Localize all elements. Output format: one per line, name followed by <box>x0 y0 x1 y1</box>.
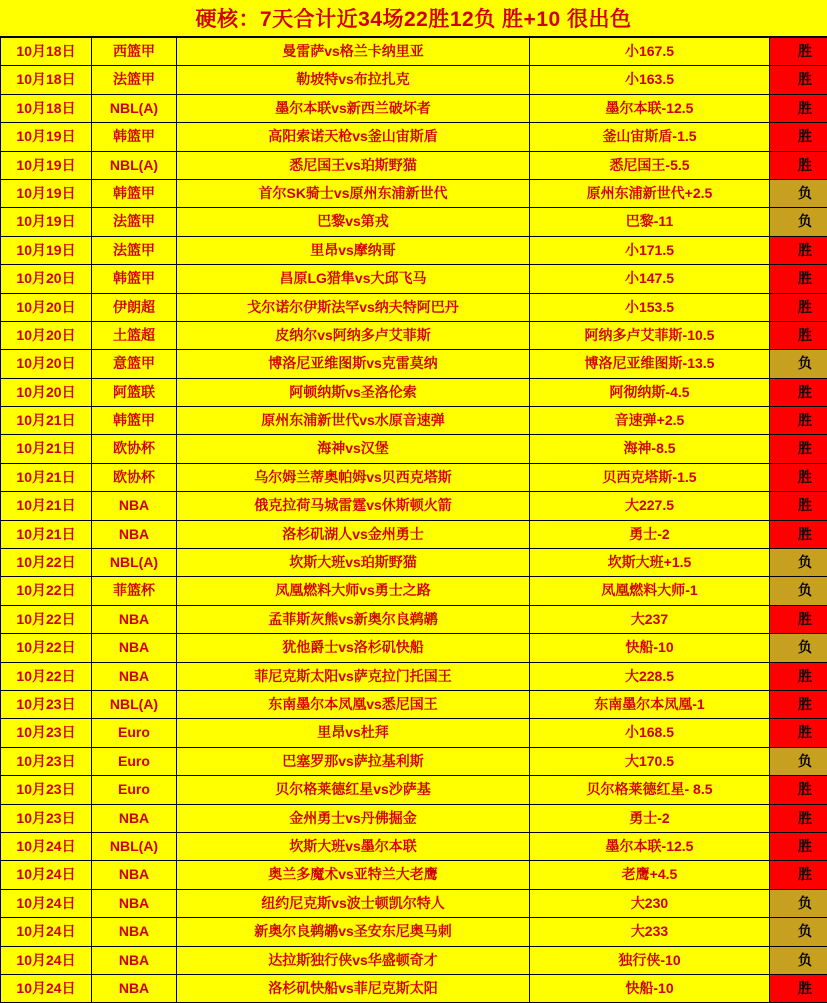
cell-pick: 贝西克塔斯-1.5 <box>530 463 770 491</box>
cell-date: 10月19日 <box>1 151 92 179</box>
cell-date: 10月24日 <box>1 974 92 1002</box>
cell-league: NBA <box>92 889 177 917</box>
cell-league: NBA <box>92 974 177 1002</box>
cell-league: NBA <box>92 634 177 662</box>
cell-pick: 墨尔本联-12.5 <box>530 94 770 122</box>
table-row <box>1 435 827 463</box>
cell-pick: 原州东浦新世代+2.5 <box>530 179 770 207</box>
cell-match: 达拉斯独行侠vs华盛顿奇才 <box>177 946 530 974</box>
cell-pick: 勇士-2 <box>530 804 770 832</box>
table-row <box>1 719 827 747</box>
status-badge: 胜 <box>770 832 827 860</box>
cell-match: 东南墨尔本凤凰vs悉尼国王 <box>177 690 530 718</box>
cell-match: 洛杉矶快船vs菲尼克斯太阳 <box>177 974 530 1002</box>
sheet-title-row <box>0 0 827 37</box>
cell-date: 10月22日 <box>1 662 92 690</box>
cell-pick: 大237 <box>530 605 770 633</box>
status-badge: 负 <box>770 549 827 577</box>
predictions-table <box>0 37 827 1003</box>
cell-date: 10月18日 <box>1 38 92 66</box>
cell-pick: 小167.5 <box>530 38 770 66</box>
cell-match: 贝尔格莱德红星vs沙萨基 <box>177 776 530 804</box>
cell-pick: 大233 <box>530 918 770 946</box>
cell-league: Euro <box>92 776 177 804</box>
status-badge: 负 <box>770 634 827 662</box>
status-badge: 胜 <box>770 123 827 151</box>
cell-league: 阿篮联 <box>92 378 177 406</box>
status-badge: 胜 <box>770 38 827 66</box>
cell-league: 韩篮甲 <box>92 265 177 293</box>
table-row <box>1 520 827 548</box>
cell-pick: 小168.5 <box>530 719 770 747</box>
cell-league: 韩篮甲 <box>92 179 177 207</box>
table-row <box>1 321 827 349</box>
status-badge: 胜 <box>770 66 827 94</box>
cell-match: 菲尼克斯太阳vs萨克拉门托国王 <box>177 662 530 690</box>
cell-league: 土篮超 <box>92 321 177 349</box>
cell-match: 里昂vs摩纳哥 <box>177 236 530 264</box>
cell-league: 伊朗超 <box>92 293 177 321</box>
table-row <box>1 350 827 378</box>
status-badge: 负 <box>770 208 827 236</box>
cell-match: 凤凰燃料大师vs勇士之路 <box>177 577 530 605</box>
table-row <box>1 38 827 66</box>
table-row <box>1 662 827 690</box>
cell-pick: 东南墨尔本凤凰-1 <box>530 690 770 718</box>
table-row <box>1 236 827 264</box>
cell-date: 10月21日 <box>1 492 92 520</box>
cell-pick: 墨尔本联-12.5 <box>530 832 770 860</box>
cell-date: 10月23日 <box>1 690 92 718</box>
cell-match: 曼雷萨vs格兰卡纳里亚 <box>177 38 530 66</box>
cell-match: 首尔SK骑士vs原州东浦新世代 <box>177 179 530 207</box>
cell-pick: 坎斯大班+1.5 <box>530 549 770 577</box>
cell-date: 10月20日 <box>1 293 92 321</box>
status-badge: 胜 <box>770 151 827 179</box>
table-row <box>1 407 827 435</box>
cell-match: 皮纳尔vs阿纳多卢艾菲斯 <box>177 321 530 349</box>
cell-match: 勒坡特vs布拉扎克 <box>177 66 530 94</box>
status-badge: 胜 <box>770 407 827 435</box>
status-badge: 胜 <box>770 861 827 889</box>
cell-league: NBL(A) <box>92 832 177 860</box>
table-row <box>1 492 827 520</box>
cell-date: 10月19日 <box>1 236 92 264</box>
cell-pick: 大170.5 <box>530 747 770 775</box>
cell-match: 犹他爵士vs洛杉矶快船 <box>177 634 530 662</box>
cell-match: 金州勇士vs丹佛掘金 <box>177 804 530 832</box>
cell-match: 乌尔姆兰蒂奥帕姆vs贝西克塔斯 <box>177 463 530 491</box>
table-row <box>1 946 827 974</box>
cell-date: 10月21日 <box>1 435 92 463</box>
cell-league: NBA <box>92 918 177 946</box>
cell-pick: 小147.5 <box>530 265 770 293</box>
cell-match: 海神vs汉堡 <box>177 435 530 463</box>
cell-date: 10月23日 <box>1 747 92 775</box>
cell-date: 10月18日 <box>1 66 92 94</box>
cell-pick: 釜山宙斯盾-1.5 <box>530 123 770 151</box>
cell-date: 10月19日 <box>1 208 92 236</box>
cell-pick: 小153.5 <box>530 293 770 321</box>
table-row <box>1 776 827 804</box>
status-badge: 胜 <box>770 804 827 832</box>
cell-league: NBA <box>92 520 177 548</box>
cell-pick: 海神-8.5 <box>530 435 770 463</box>
cell-pick: 巴黎-11 <box>530 208 770 236</box>
cell-date: 10月22日 <box>1 577 92 605</box>
cell-date: 10月24日 <box>1 861 92 889</box>
cell-league: 意篮甲 <box>92 350 177 378</box>
cell-pick: 凤凰燃料大师-1 <box>530 577 770 605</box>
cell-date: 10月20日 <box>1 378 92 406</box>
cell-date: 10月21日 <box>1 520 92 548</box>
cell-match: 里昂vs杜拜 <box>177 719 530 747</box>
table-row <box>1 549 827 577</box>
cell-pick: 悉尼国王-5.5 <box>530 151 770 179</box>
table-row <box>1 804 827 832</box>
cell-date: 10月20日 <box>1 265 92 293</box>
table-row <box>1 66 827 94</box>
cell-date: 10月19日 <box>1 123 92 151</box>
cell-match: 俄克拉荷马城雷霆vs休斯顿火箭 <box>177 492 530 520</box>
cell-date: 10月23日 <box>1 776 92 804</box>
cell-league: 法篮甲 <box>92 236 177 264</box>
cell-league: NBL(A) <box>92 690 177 718</box>
cell-date: 10月20日 <box>1 321 92 349</box>
cell-match: 博洛尼亚维图斯vs克雷莫纳 <box>177 350 530 378</box>
cell-date: 10月22日 <box>1 549 92 577</box>
cell-league: NBA <box>92 804 177 832</box>
cell-pick: 阿彻纳斯-4.5 <box>530 378 770 406</box>
status-badge: 负 <box>770 889 827 917</box>
cell-league: NBL(A) <box>92 151 177 179</box>
cell-match: 纽约尼克斯vs波士顿凯尔特人 <box>177 889 530 917</box>
cell-match: 悉尼国王vs珀斯野猫 <box>177 151 530 179</box>
cell-date: 10月24日 <box>1 889 92 917</box>
cell-league: 韩篮甲 <box>92 123 177 151</box>
table-row <box>1 265 827 293</box>
cell-date: 10月21日 <box>1 407 92 435</box>
cell-pick: 贝尔格莱德红星- 8.5 <box>530 776 770 804</box>
status-badge: 胜 <box>770 776 827 804</box>
status-badge: 胜 <box>770 492 827 520</box>
table-row <box>1 832 827 860</box>
status-badge: 胜 <box>770 662 827 690</box>
cell-league: NBL(A) <box>92 94 177 122</box>
cell-pick: 博洛尼亚维图斯-13.5 <box>530 350 770 378</box>
cell-league: NBA <box>92 946 177 974</box>
cell-league: 法篮甲 <box>92 66 177 94</box>
cell-date: 10月24日 <box>1 918 92 946</box>
cell-league: Euro <box>92 719 177 747</box>
cell-match: 新奥尔良鹈鹕vs圣安东尼奥马刺 <box>177 918 530 946</box>
status-badge: 胜 <box>770 974 827 1002</box>
cell-league: 西篮甲 <box>92 38 177 66</box>
cell-league: NBA <box>92 662 177 690</box>
table-row <box>1 293 827 321</box>
status-badge: 胜 <box>770 690 827 718</box>
cell-league: NBA <box>92 492 177 520</box>
status-badge: 胜 <box>770 520 827 548</box>
cell-pick: 音速弹+2.5 <box>530 407 770 435</box>
status-badge: 负 <box>770 918 827 946</box>
cell-match: 孟菲斯灰熊vs新奥尔良鹈鹕 <box>177 605 530 633</box>
status-badge: 负 <box>770 179 827 207</box>
table-row <box>1 747 827 775</box>
status-badge: 胜 <box>770 463 827 491</box>
cell-date: 10月24日 <box>1 832 92 860</box>
table-row <box>1 861 827 889</box>
table-row <box>1 94 827 122</box>
cell-pick: 快船-10 <box>530 634 770 662</box>
cell-match: 戈尔诺尔伊斯法罕vs纳夫特阿巴丹 <box>177 293 530 321</box>
cell-match: 昌原LG猎隼vs大邱飞马 <box>177 265 530 293</box>
cell-pick: 快船-10 <box>530 974 770 1002</box>
cell-pick: 大227.5 <box>530 492 770 520</box>
table-row <box>1 463 827 491</box>
cell-date: 10月18日 <box>1 94 92 122</box>
status-badge: 负 <box>770 946 827 974</box>
status-badge: 胜 <box>770 265 827 293</box>
cell-date: 10月22日 <box>1 634 92 662</box>
table-row <box>1 974 827 1002</box>
cell-match: 高阳索诺天枪vs釜山宙斯盾 <box>177 123 530 151</box>
table-row <box>1 605 827 633</box>
cell-pick: 小163.5 <box>530 66 770 94</box>
cell-league: NBL(A) <box>92 549 177 577</box>
cell-match: 阿顿纳斯vs圣洛伦索 <box>177 378 530 406</box>
status-badge: 胜 <box>770 719 827 747</box>
cell-date: 10月23日 <box>1 804 92 832</box>
cell-league: 欧协杯 <box>92 435 177 463</box>
cell-match: 坎斯大班vs墨尔本联 <box>177 832 530 860</box>
table-row <box>1 889 827 917</box>
cell-pick: 大230 <box>530 889 770 917</box>
status-badge: 胜 <box>770 435 827 463</box>
cell-date: 10月23日 <box>1 719 92 747</box>
cell-league: Euro <box>92 747 177 775</box>
status-badge: 胜 <box>770 293 827 321</box>
table-row <box>1 151 827 179</box>
table-row <box>1 634 827 662</box>
cell-match: 原州东浦新世代vs水原音速弹 <box>177 407 530 435</box>
table-row <box>1 577 827 605</box>
cell-match: 奥兰多魔术vs亚特兰大老鹰 <box>177 861 530 889</box>
cell-match: 墨尔本联vs新西兰破坏者 <box>177 94 530 122</box>
cell-league: 法篮甲 <box>92 208 177 236</box>
table-row <box>1 179 827 207</box>
cell-league: 欧协杯 <box>92 463 177 491</box>
cell-match: 坎斯大班vs珀斯野猫 <box>177 549 530 577</box>
cell-league: 韩篮甲 <box>92 407 177 435</box>
table-row <box>1 123 827 151</box>
status-badge: 胜 <box>770 236 827 264</box>
table-row <box>1 690 827 718</box>
predictions-table-body <box>1 38 827 1003</box>
cell-league: NBA <box>92 605 177 633</box>
status-badge: 负 <box>770 350 827 378</box>
cell-pick: 小171.5 <box>530 236 770 264</box>
status-badge: 胜 <box>770 94 827 122</box>
status-badge: 胜 <box>770 605 827 633</box>
cell-date: 10月19日 <box>1 179 92 207</box>
cell-pick: 大228.5 <box>530 662 770 690</box>
status-badge: 负 <box>770 747 827 775</box>
page-title: 硬核：7天合计近34场22胜12负 胜+10 很出色 <box>195 3 631 33</box>
cell-date: 10月24日 <box>1 946 92 974</box>
cell-match: 洛杉矶湖人vs金州勇士 <box>177 520 530 548</box>
cell-league: NBA <box>92 861 177 889</box>
cell-match: 巴黎vs第戎 <box>177 208 530 236</box>
table-row <box>1 378 827 406</box>
cell-pick: 老鹰+4.5 <box>530 861 770 889</box>
cell-date: 10月21日 <box>1 463 92 491</box>
cell-pick: 阿纳多卢艾菲斯-10.5 <box>530 321 770 349</box>
status-badge: 胜 <box>770 321 827 349</box>
status-badge: 负 <box>770 577 827 605</box>
cell-pick: 勇士-2 <box>530 520 770 548</box>
table-row <box>1 208 827 236</box>
cell-league: 菲篮杯 <box>92 577 177 605</box>
cell-date: 10月20日 <box>1 350 92 378</box>
cell-pick: 独行侠-10 <box>530 946 770 974</box>
cell-match: 巴塞罗那vs萨拉基利斯 <box>177 747 530 775</box>
status-badge: 胜 <box>770 378 827 406</box>
cell-date: 10月22日 <box>1 605 92 633</box>
